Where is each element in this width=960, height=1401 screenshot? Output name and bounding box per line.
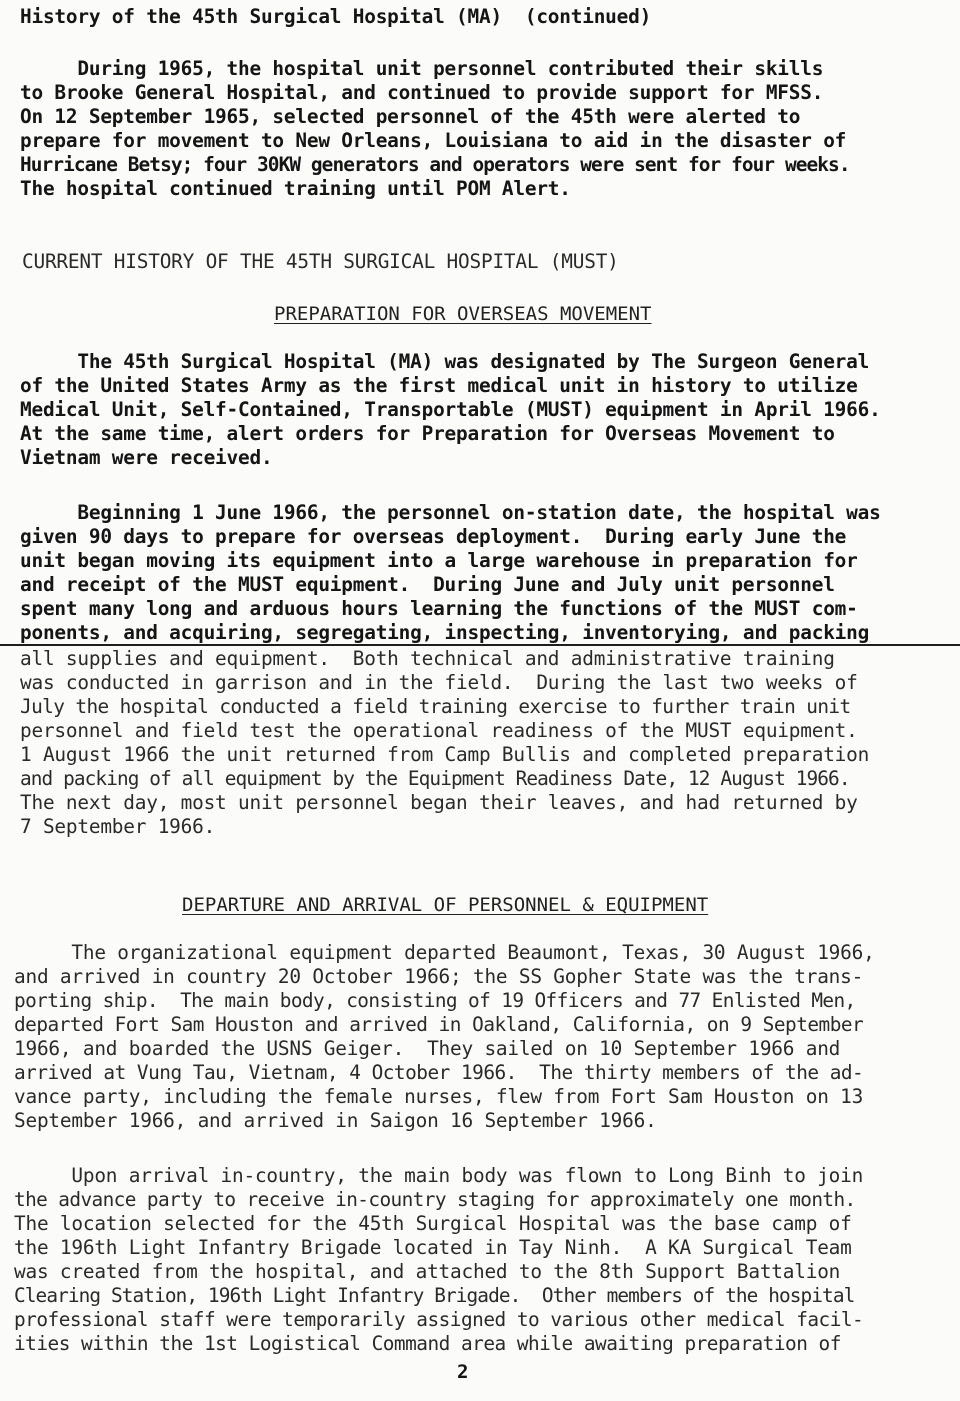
text-line: prepare for movement to New Orleans, Louisiana to aid in the disaster of	[20, 129, 847, 152]
text-line: September 1966, and arrived in Saigon 16 September 1966.	[14, 1109, 657, 1132]
text-line: and receipt of the MUST equipment. During June and July unit personnel	[20, 573, 835, 596]
text-line: professional staff were temporarily assigned to various other medical facil-	[14, 1308, 864, 1331]
text-line: ities within the 1st Logistical Command area while awaiting preparation of	[14, 1332, 841, 1355]
text-line: During 1965, the hospital unit personnel contributed their skills	[20, 57, 824, 80]
text-line: the advance party to receive in-country staging for approximately one month.	[14, 1188, 856, 1211]
text-line: Vietnam were received.	[20, 446, 273, 469]
text-line: The 45th Surgical Hospital (MA) was designated by The Surgeon General	[20, 350, 870, 373]
text-line: the 196th Light Infantry Brigade located in Tay Ninh. A KA Surgical Team	[14, 1236, 852, 1259]
text-line: of the United States Army as the first medical unit in history to utilize	[20, 374, 858, 397]
text-line: was created from the hospital, and attached to the 8th Support Battalion	[14, 1260, 841, 1283]
text-line: was conducted in garrison and in the field. During the last two weeks of	[20, 671, 858, 694]
page-number: 2	[457, 1361, 469, 1383]
text-line: July the hospital conducted a field training exercise to further train unit	[20, 695, 851, 718]
text-line: departed Fort Sam Houston and arrived in Oakland, California, on 9 September	[14, 1013, 864, 1036]
text-line: unit began moving its equipment into a large warehouse in preparation for	[20, 549, 858, 572]
text-line: arrived at Vung Tau, Vietnam, 4 October 1966. The thirty members of the ad-	[14, 1061, 864, 1084]
strikethrough-rule	[0, 644, 960, 646]
text-line: The hospital continued training until POM Alert.	[20, 177, 571, 200]
text-line: and packing of all equipment by the Equipment Readiness Date, 12 August 1966.	[20, 767, 850, 790]
text-line: all supplies and equipment. Both technical and administrative training	[20, 647, 835, 670]
text-line: vance party, including the female nurses, flew from Fort Sam Houston on 13	[14, 1085, 864, 1108]
text-line: Clearing Station, 196th Light Infantry Brigade. Other members of the hospital	[14, 1284, 855, 1307]
section-title: CURRENT HISTORY OF THE 45TH SURGICAL HOSPITAL (MUST)	[22, 250, 619, 273]
text-line: and arrived in country 20 October 1966; the SS Gopher State was the trans-	[14, 965, 864, 988]
text-line: personnel and field test the operational readiness of the MUST equipment.	[20, 719, 858, 742]
text-line: The location selected for the 45th Surgical Hospital was the base camp of	[14, 1212, 852, 1235]
text-line: The next day, most unit personnel began their leaves, and had returned by	[20, 791, 858, 814]
text-line: 7 September 1966.	[20, 815, 216, 838]
continued-heading: History of the 45th Surgical Hospital (MA) (continued)	[20, 5, 652, 28]
heading-preparation: PREPARATION FOR OVERSEAS MOVEMENT	[274, 303, 652, 325]
text-line: to Brooke General Hospital, and continued to provide support for MFSS.	[20, 81, 824, 104]
text-line: Medical Unit, Self-Contained, Transportable (MUST) equipment in April 1966.	[20, 398, 881, 421]
text-line: On 12 September 1965, selected personnel of the 45th were alerted to	[20, 105, 801, 128]
heading-departure-arrival: DEPARTURE AND ARRIVAL OF PERSONNEL & EQUIPMENT	[182, 894, 709, 916]
text-line: 1 August 1966 the unit returned from Camp Bullis and completed preparation	[20, 743, 870, 766]
text-line: The organizational equipment departed Beaumont, Texas, 30 August 1966,	[14, 941, 875, 964]
text-line: given 90 days to prepare for overseas deployment. During early June the	[20, 525, 847, 548]
text-line: Beginning 1 June 1966, the personnel on-station date, the hospital was	[20, 501, 881, 524]
text-line: Upon arrival in-country, the main body was flown to Long Binh to join	[14, 1164, 864, 1187]
text-line: At the same time, alert orders for Preparation for Overseas Movement to	[20, 422, 835, 445]
text-line: ponents, and acquiring, segregating, inspecting, inventorying, and packing	[20, 621, 870, 644]
text-line: 1966, and boarded the USNS Geiger. They sailed on 10 September 1966 and	[14, 1037, 841, 1060]
text-line: Hurricane Betsy; four 30KW generators and operators were sent for four weeks.	[20, 153, 850, 176]
text-line: spent many long and arduous hours learning the functions of the MUST com-	[20, 597, 858, 620]
text-line: porting ship. The main body, consisting of 19 Officers and 77 Enlisted Men,	[14, 989, 856, 1012]
